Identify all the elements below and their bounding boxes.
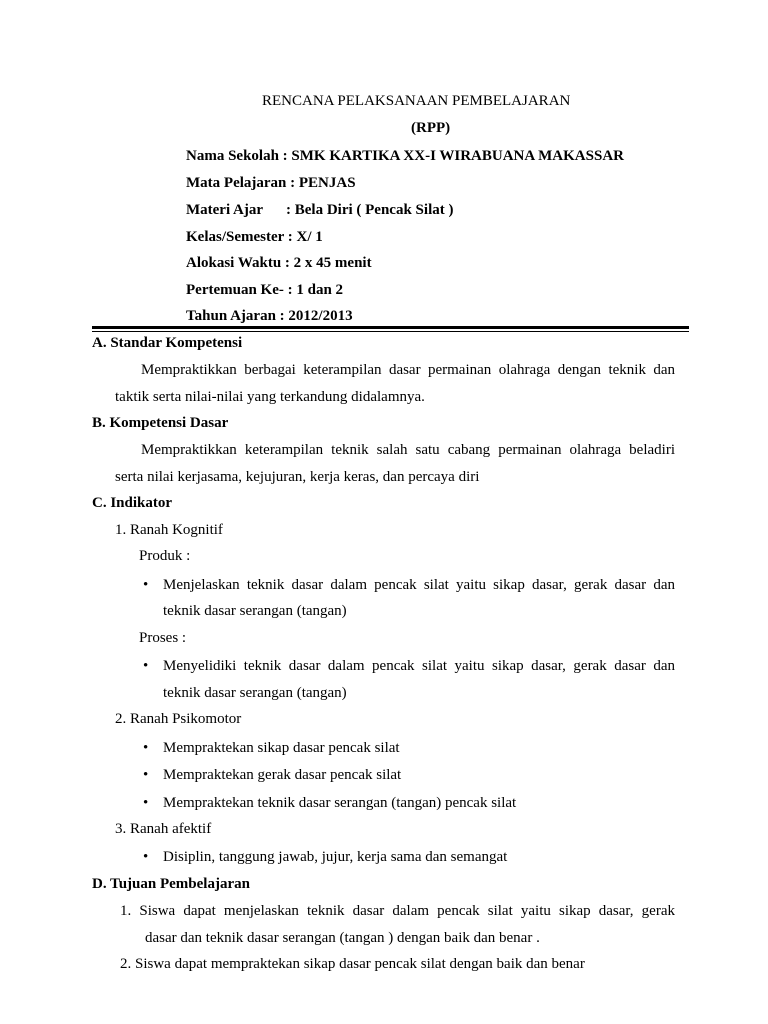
section-a-text-line2: taktik serta nilai-nilai yang terkandung didalamnya. [115, 389, 425, 405]
section-c-heading: C. Indikator [92, 495, 173, 511]
indicator-2-label: 2. Ranah Psikomotor [115, 711, 242, 727]
document-title: RENCANA PELAKSANAAN PEMBELAJARAN [262, 93, 571, 109]
material-label: Materi Ajar [186, 202, 264, 218]
goal-1-line1: 1. Siswa dapat menjelaskan teknik dasar dalam pencak silat yaitu sikap dasar, gerak [120, 903, 675, 919]
material-value: : Bela Diri ( Pencak Silat ) [286, 202, 454, 218]
proses-text-line1: Menyelidiki teknik dasar dalam pencak silat yaitu sikap dasar, gerak dasar dan [163, 658, 675, 674]
goal-2-line: 2. Siswa dapat mempraktekan sikap dasar pencak silat dengan baik dan benar [120, 956, 585, 972]
psikomotor-item: Mempraktekan teknik dasar serangan (tangan) pencak silat [163, 795, 517, 811]
bullet-marker: • [143, 795, 149, 811]
bullet-marker: • [143, 658, 149, 674]
indicator-3-label: 3. Ranah afektif [115, 821, 212, 837]
meeting-line: Pertemuan Ke- : 1 dan 2 [186, 282, 344, 298]
section-b-text-line1: Mempraktikkan keterampilan teknik salah satu cabang permainan olahraga beladiri [141, 442, 675, 458]
proses-label: Proses : [139, 630, 187, 646]
section-d-heading: D. Tujuan Pembelajaran [92, 876, 250, 892]
class-semester-line: Kelas/Semester : X/ 1 [186, 229, 323, 245]
indicator-1-label: 1. Ranah Kognitif [115, 522, 223, 538]
bullet-marker: • [143, 767, 149, 783]
psikomotor-item: Mempraktekan gerak dasar pencak silat [163, 767, 402, 783]
afektif-item: Disiplin, tanggung jawab, jujur, kerja sama dan semangat [163, 849, 508, 865]
section-b-heading: B. Kompetensi Dasar [92, 415, 229, 431]
produk-text-line1: Menjelaskan teknik dasar dalam pencak silat yaitu sikap dasar, gerak dasar dan [163, 577, 675, 593]
produk-label: Produk : [139, 548, 191, 564]
proses-text-line2: teknik dasar serangan (tangan) [163, 685, 347, 701]
school-name: Nama Sekolah : SMK KARTIKA XX-I WIRABUANA MAKASSAR [186, 148, 624, 164]
section-b-text-line2: serta nilai kerjasama, kejujuran, kerja keras, dan percaya diri [115, 469, 480, 485]
bullet-marker: • [143, 740, 149, 756]
subject-line: Mata Pelajaran : PENJAS [186, 175, 356, 191]
time-allocation-line: Alokasi Waktu : 2 x 45 menit [186, 255, 372, 271]
produk-text-line2: teknik dasar serangan (tangan) [163, 603, 347, 619]
bullet-marker: • [143, 849, 149, 865]
bullet-marker: • [143, 577, 149, 593]
academic-year-line: Tahun Ajaran : 2012/2013 [186, 308, 353, 324]
psikomotor-item: Mempraktekan sikap dasar pencak silat [163, 740, 400, 756]
header-divider [92, 326, 689, 332]
document-subtitle: (RPP) [411, 120, 451, 136]
section-a-heading: A. Standar Kompetensi [92, 335, 243, 351]
goal-1-line2: dasar dan teknik dasar serangan (tangan ) dengan baik dan benar . [145, 930, 540, 946]
section-a-text-line1: Mempraktikkan berbagai keterampilan dasar permainan olahraga dengan teknik dan [141, 362, 675, 378]
